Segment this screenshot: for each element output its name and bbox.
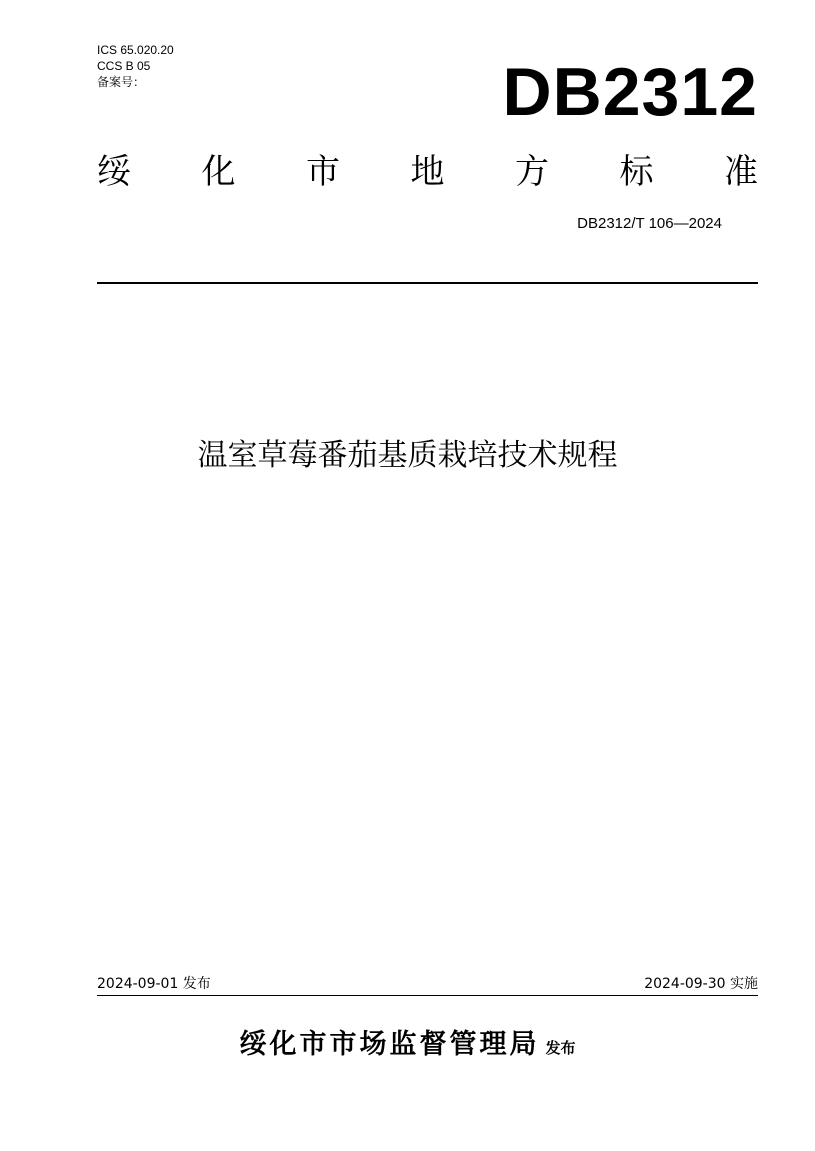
standard-type-char: 市 <box>306 152 340 192</box>
publish-date: 2024-09-01 发布 <box>97 976 211 992</box>
standard-type-char: 准 <box>724 152 758 192</box>
standard-type-char: 化 <box>201 152 236 192</box>
header-divider <box>97 282 758 284</box>
standard-type-char: 绥 <box>97 152 131 192</box>
standard-type-char: 方 <box>515 152 549 192</box>
standard-number: DB2312/T 106—2024 <box>577 215 722 232</box>
document-title: 温室草莓番茄基质栽培技术规程 <box>197 438 618 473</box>
ccs-code: CCS B 05 <box>97 59 151 73</box>
standard-type-heading <box>97 148 758 196</box>
standard-type-char: 地 <box>410 152 445 192</box>
filing-number-label: 备案号： <box>97 75 146 89</box>
standard-type-char: 标 <box>619 152 654 192</box>
footer-divider <box>97 995 758 996</box>
local-standard-code: DB2312 <box>502 54 758 130</box>
issuer-line <box>0 1022 815 1061</box>
issuer-suffix: 发布 <box>545 1039 576 1057</box>
classification-block <box>97 42 174 90</box>
ics-code: ICS 65.020.20 <box>97 43 174 57</box>
issuer-name: 绥化市市场监督管理局 <box>239 1029 540 1060</box>
effective-date: 2024-09-30 实施 <box>644 976 758 992</box>
